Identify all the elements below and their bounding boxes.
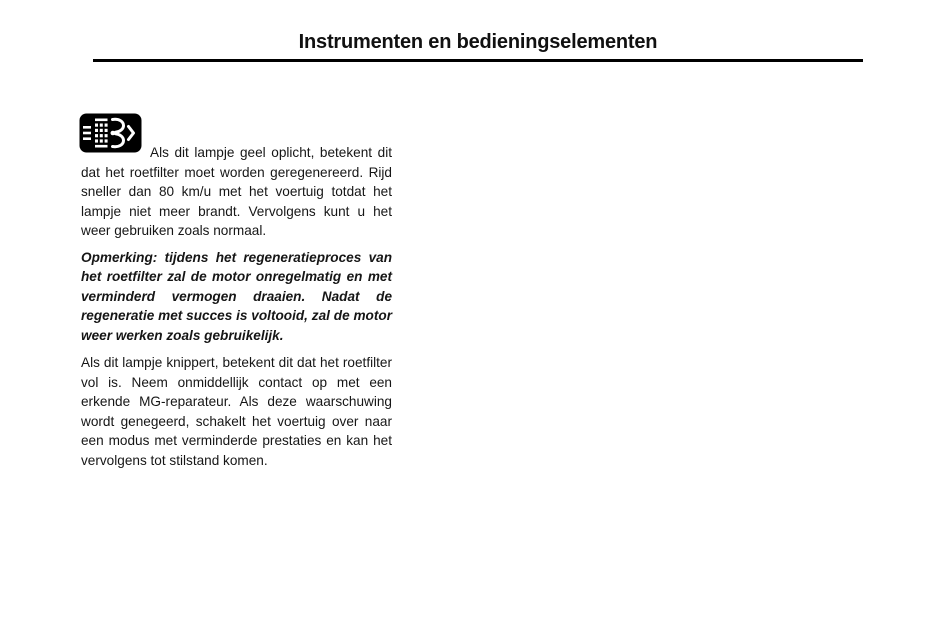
paragraph-regeneration: Als dit lampje geel oplicht, betekent dit dat het roetfilter moet worden geregenereerd. Rijd sneller dan 80 km/u met het voertuig totdat het lampje niet meer brandt. Vervolgens kunt u het weer gebruiken zoals normaal. [81, 145, 392, 238]
paragraph-filter-full: Als dit lampje knippert, betekent dit dat het roetfilter vol is. Neem onmiddellijk contact op met een erkende MG-reparateur. Als deze waarschuwing wordt genegeerd, schakelt het voertuig over naar een modus met verminderde prestaties en kan het vervolgens tot stilstand komen. [81, 355, 392, 468]
text-column [81, 113, 392, 470]
header-rule [93, 59, 863, 62]
page-title: Instrumenten en bedieningselementen [298, 31, 658, 53]
dpf-warning-lamp-icon [79, 113, 142, 153]
paragraph-note: Opmerking: tijdens het regeneratieproces van het roetfilter zal de motor onregelmatig en met verminderd vermogen draaien. Nadat de regeneratie met succes is voltooid, zal de motor weer werken zoals gebruikelijk. [81, 249, 392, 343]
page-header [93, 30, 863, 62]
